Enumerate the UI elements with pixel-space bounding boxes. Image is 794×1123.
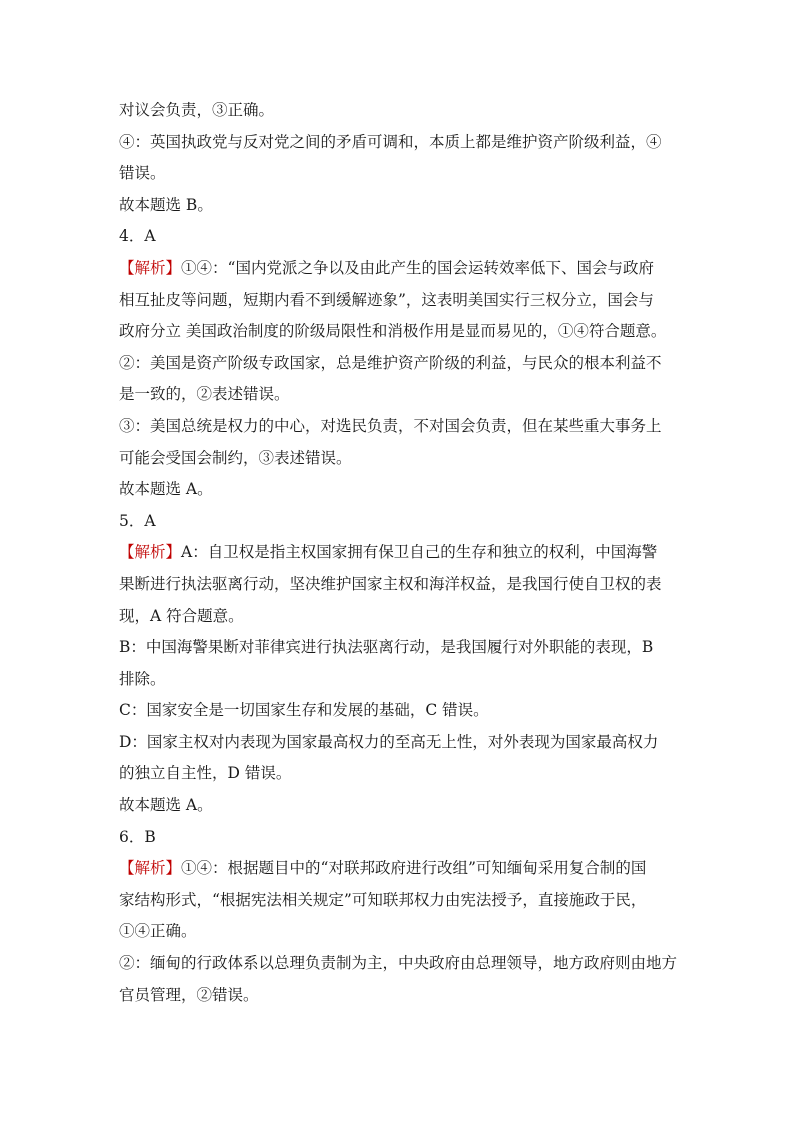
line-text: 官员管理，②错误。: [119, 985, 259, 1004]
text-line: [119, 948, 679, 980]
text-line: [119, 885, 679, 917]
line-text: 可能会受国会制约，③表述错误。: [119, 448, 352, 467]
text-line: [119, 190, 679, 222]
text-line: [119, 158, 679, 190]
text-line: [119, 758, 679, 790]
line-text: 排除。: [119, 669, 166, 688]
text-line: [119, 221, 679, 253]
line-text: ②：美国是资产阶级专政国家，总是维护资产阶级的利益，与民众的根本利益不: [119, 353, 662, 372]
text-line: [119, 348, 679, 380]
line-text: 对议会负责，③正确。: [119, 101, 275, 119]
line-text: 故本题选 A。: [119, 796, 213, 815]
line-text: ①④：“国内党派之争以及由此产生的国会运转效率低下、国会与政府: [181, 258, 654, 277]
text-line: [119, 316, 679, 348]
line-text: B：中国海警果断对菲律宾进行执法驱离行动，是我国履行对外职能的表现，B: [119, 638, 654, 657]
text-line: [119, 379, 679, 411]
text-line: [119, 980, 679, 1012]
line-text: 是一致的，②表述错误。: [119, 385, 290, 404]
text-line: [119, 822, 679, 854]
line-text: D：国家主权对内表现为国家最高权力的至高无上性，对外表现为国家最高权力: [119, 732, 659, 751]
text-line: [119, 285, 679, 317]
text-line: [119, 569, 679, 601]
line-text: C：国家安全是一切国家生存和发展的基础，C 错误。: [119, 701, 489, 720]
text-line: [119, 443, 679, 475]
line-text: 6．B: [119, 827, 156, 846]
text-line: [119, 474, 679, 506]
analysis-tag: 【解析】: [119, 859, 182, 878]
line-text: 5．A: [119, 511, 156, 530]
line-text: 故本题选 A。: [119, 480, 213, 499]
line-text: 相互扯皮等问题，短期内看不到缓解迹象”，这表明美国实行三权分立，国会与: [119, 290, 654, 309]
text-line: [119, 601, 679, 633]
line-text: ①④：根据题目中的“对联邦政府进行改组”可知缅甸采用复合制的国: [181, 859, 647, 878]
line-text: 4．A: [119, 227, 156, 246]
line-text: A：自卫权是指主权国家拥有保卫自己的生存和独立的权利，中国海警: [181, 543, 658, 562]
text-line: [119, 727, 679, 759]
line-text: ②：缅甸的行政体系以总理负责制为主，中央政府由总理领导，地方政府则由地方: [119, 954, 678, 973]
text-line: [119, 695, 679, 727]
text-line: [119, 537, 679, 569]
line-text: 的独立自主性，D 错误。: [119, 764, 292, 783]
text-line: [119, 664, 679, 696]
text-line: [119, 253, 679, 285]
text-line: [119, 95, 679, 127]
line-text: ①④正确。: [119, 922, 197, 941]
answer-explanation-page: [119, 95, 679, 1011]
text-line: [119, 790, 679, 822]
line-text: 现，A 符合题意。: [119, 606, 244, 625]
text-line: [119, 632, 679, 664]
line-text: 家结构形式，“根据宪法相关规定”可知联邦权力由宪法授予，直接施政于民，: [119, 890, 647, 909]
text-line: [119, 853, 679, 885]
line-text: ④：英国执政党与反对党之间的矛盾可调和，本质上都是维护资产阶级利益，④: [119, 132, 662, 151]
line-text: 故本题选 B。: [119, 195, 213, 214]
line-text: 果断进行执法驱离行动，坚决维护国家主权和海洋权益，是我国行使自卫权的表: [119, 574, 662, 593]
text-line: [119, 127, 679, 159]
analysis-tag: 【解析】: [119, 543, 182, 562]
line-text: ③：美国总统是权力的中心，对选民负责，不对国会负责，但在某些重大事务上: [119, 416, 662, 435]
line-text: 政府分立 美国政治制度的阶级局限性和消极作用是显而易见的，①④符合题意。: [119, 322, 667, 341]
text-line: [119, 411, 679, 443]
text-line: [119, 506, 679, 538]
analysis-tag: 【解析】: [119, 258, 182, 277]
line-text: 错误。: [119, 164, 166, 183]
text-line: [119, 916, 679, 948]
